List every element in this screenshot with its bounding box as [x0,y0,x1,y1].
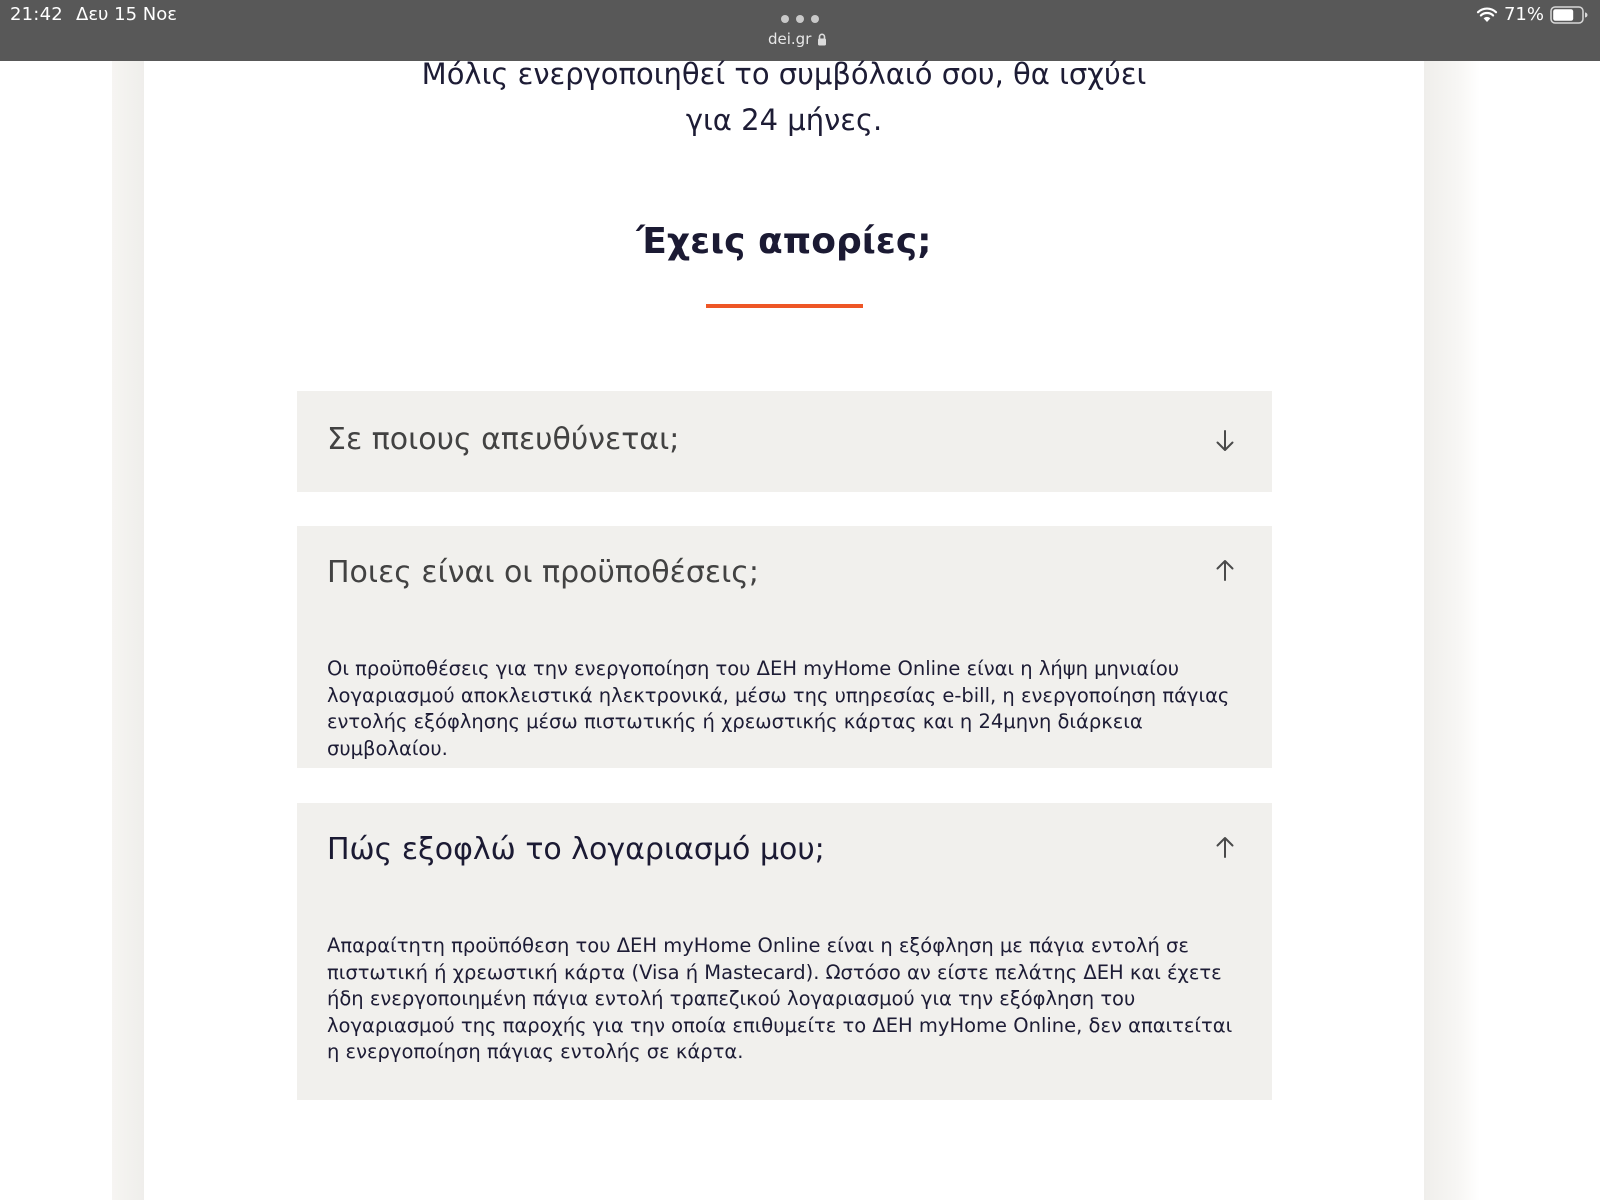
arrow-up-icon[interactable] [1214,557,1236,583]
faq-question[interactable]: Σε ποιους απευθύνεται; [327,422,680,457]
page-side-right [1424,61,1480,1200]
faq-item-who[interactable] [297,391,1272,492]
status-time: 21:42 [10,4,63,25]
arrow-down-icon[interactable] [1214,428,1236,454]
faq-question[interactable]: Ποιες είναι οι προϋποθέσεις; [327,555,759,590]
page-side-left [112,61,144,1200]
faq-answer: Απαραίτητη προϋπόθεση του ΔΕΗ myHome Online είναι η εξόφληση με πάγια εντολή σε πιστωτική ή χρεωστική κάρτα (Visa ή Mastecard). Ωστόσο αν είστε πελάτης ΔΕΗ και έχετε ήδη ενεργοποιημένη πάγια εντολή τραπεζικού λογαριασμού για την εξόφληση του λογαριασμού της παροχής για την οποία επιθυμείτε το ΔΕΗ myHome Online, δεν απαιτείται η ενεργοποίηση πάγιας εντολής σε κάρτα. [327,934,1233,1063]
intro-line-2: για 24 μήνες. [685,103,883,137]
faq-answer: Οι προϋποθέσεις για την ενεργοποίηση του ΔΕΗ myHome Online είναι η λήψη μηνιαίου λογαριασμού αποκλειστικά ηλεκτρονικά, μέσω της υπηρεσίας e-bill, η ενεργοποίηση πάγιας εντολής εξόφλησης μέσω πιστωτικής ή χρεωστικής κάρτας και η 24μηνη διάρκεια συμβολαίου. [327,657,1230,760]
page-content [144,57,1424,1200]
title-underline [706,304,863,308]
wifi-icon [1476,6,1498,23]
arrow-up-icon[interactable] [1214,834,1236,860]
faq-title: Έχεις απορίες; [636,221,932,262]
contract-duration-text [144,51,1424,143]
battery-percent: 71% [1503,4,1544,25]
faq-item-payment[interactable] [297,803,1272,1100]
more-options-icon[interactable] [781,13,819,25]
faq-item-conditions[interactable] [297,526,1272,768]
status-date: Δευ 15 Νοε [76,4,178,25]
address-bar[interactable] [768,30,827,48]
intro-line-1: Μόλις ενεργοποιηθεί το συμβόλαιό σου, θα ισχύει [421,57,1147,91]
status-indicators [1476,4,1588,25]
battery-icon [1550,6,1588,24]
lock-icon [817,33,827,46]
url-text: dei.gr [768,30,812,48]
faq-question[interactable]: Πώς εξοφλώ το λογαριασμό μου; [327,832,825,867]
